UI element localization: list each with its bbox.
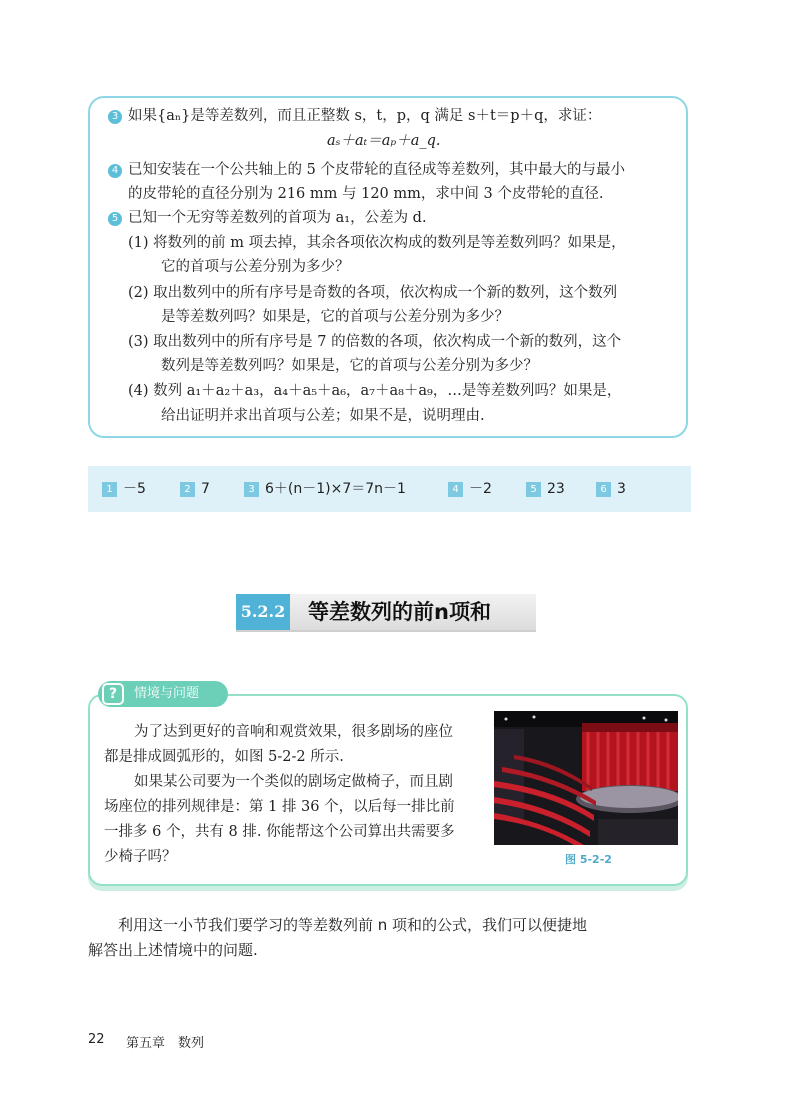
context-line: 少椅子吗？ xyxy=(104,849,177,865)
answer-value: 6＋(n－1)×7＝7n－1 xyxy=(265,481,406,497)
answer-item xyxy=(526,480,565,498)
exercise-5-part-4-cont: 给出证明并求出首项与公差；如果不是，说明理由. xyxy=(161,408,485,424)
chapter-label: 第五章 数列 xyxy=(126,1036,205,1051)
section-heading xyxy=(236,594,536,632)
context-line: 场座位的排列规律是：第 1 排 36 个，以后每一排比前 xyxy=(104,799,455,815)
exercise-5-part-4: (4) 数列 a₁＋a₂＋a₃，a₄＋a₅＋a₆，a₇＋a₈＋a₉，…是等差数列吗？如果是， xyxy=(128,383,622,399)
answer-strip xyxy=(88,466,691,512)
answer-number: 3 xyxy=(244,482,259,497)
exercise-number: 4 xyxy=(108,164,122,178)
body-paragraph-line-1: 利用这一小节我们要学习的等差数列前 n 项和的公式，我们可以便捷地 xyxy=(118,916,588,934)
answer-item xyxy=(596,480,626,498)
answer-value: －2 xyxy=(469,481,492,497)
exercise-5-part-3: (3) 取出数列中的所有序号是 7 的倍数的各项，依次构成一个新的数列，这个 xyxy=(128,334,622,350)
answer-number: 4 xyxy=(448,482,463,497)
exercise-5-part-1: (1) 将数列的前 m 项去掉，其余各项依次构成的数列是等差数列吗？如果是， xyxy=(128,235,626,251)
answer-number: 6 xyxy=(596,482,611,497)
answer-value: 3 xyxy=(617,481,626,497)
context-line: 如果某公司要为一个类似的剧场定做椅子，而且剧 xyxy=(134,774,453,790)
body-paragraph-line-2: 解答出上述情境中的问题. xyxy=(88,941,258,959)
answer-value: 7 xyxy=(201,481,210,497)
exercise-5-part-2: (2) 取出数列中的所有序号是奇数的各项，依次构成一个新的数列，这个数列 xyxy=(128,285,618,301)
exercise-4 xyxy=(108,160,625,180)
context-label: 情境与问题 xyxy=(134,686,200,701)
exercise-number: 5 xyxy=(108,212,122,226)
section-number: 5.2.2 xyxy=(236,594,290,630)
exercise-3 xyxy=(108,106,601,126)
exercise-text: 已知安装在一个公共轴上的 5 个皮带轮的直径成等差数列，其中最大的与最小 xyxy=(128,162,625,178)
exercise-4-line2: 的皮带轮的直径分别为 216 mm 与 120 mm，求中间 3 个皮带轮的直径. xyxy=(128,186,604,202)
exercise-text: 已知一个无穷等差数列的首项为 a₁，公差为 d. xyxy=(128,210,427,226)
page-number: 22 xyxy=(88,1032,105,1047)
exercise-5-part-3-cont: 数列是等差数列吗？如果是，它的首项与公差分别为多少？ xyxy=(161,358,538,374)
exercise-text: 如果{aₙ}是等差数列，而且正整数 s，t，p，q 满足 s＋t＝p＋q，求证： xyxy=(128,108,602,124)
context-line: 一排多 6 个，共有 8 排. 你能帮这个公司算出共需要多 xyxy=(104,824,455,840)
context-line: 都是排成圆弧形的，如图 5-2-2 所示. xyxy=(104,749,344,765)
figure-caption: 图 5-2-2 xyxy=(565,853,612,866)
exercise-number: 3 xyxy=(108,110,122,124)
exercise-5-part-1-cont: 它的首项与公差分别为多少？ xyxy=(161,259,350,275)
answer-value: －5 xyxy=(123,481,146,497)
theater-photo xyxy=(494,711,678,845)
answer-number: 2 xyxy=(180,482,195,497)
answer-number: 1 xyxy=(102,482,117,497)
exercise-5 xyxy=(108,208,427,228)
answer-item xyxy=(244,480,406,498)
answer-item xyxy=(102,480,146,498)
answer-number: 5 xyxy=(526,482,541,497)
exercise-3-formula: aₛ＋aₜ＝aₚ＋a_q. xyxy=(327,133,441,149)
answer-item xyxy=(448,480,492,498)
theater-illustration xyxy=(494,711,678,845)
question-icon: ? xyxy=(102,683,124,705)
context-tag xyxy=(98,681,228,707)
section-title: 等差数列的前n项和 xyxy=(308,600,491,624)
answer-item xyxy=(180,480,210,498)
answer-value: 23 xyxy=(547,481,565,497)
exercise-5-part-2-cont: 是等差数列吗？如果是，它的首项与公差分别为多少？ xyxy=(161,309,509,325)
context-line: 为了达到更好的音响和观赏效果，很多剧场的座位 xyxy=(134,724,453,740)
